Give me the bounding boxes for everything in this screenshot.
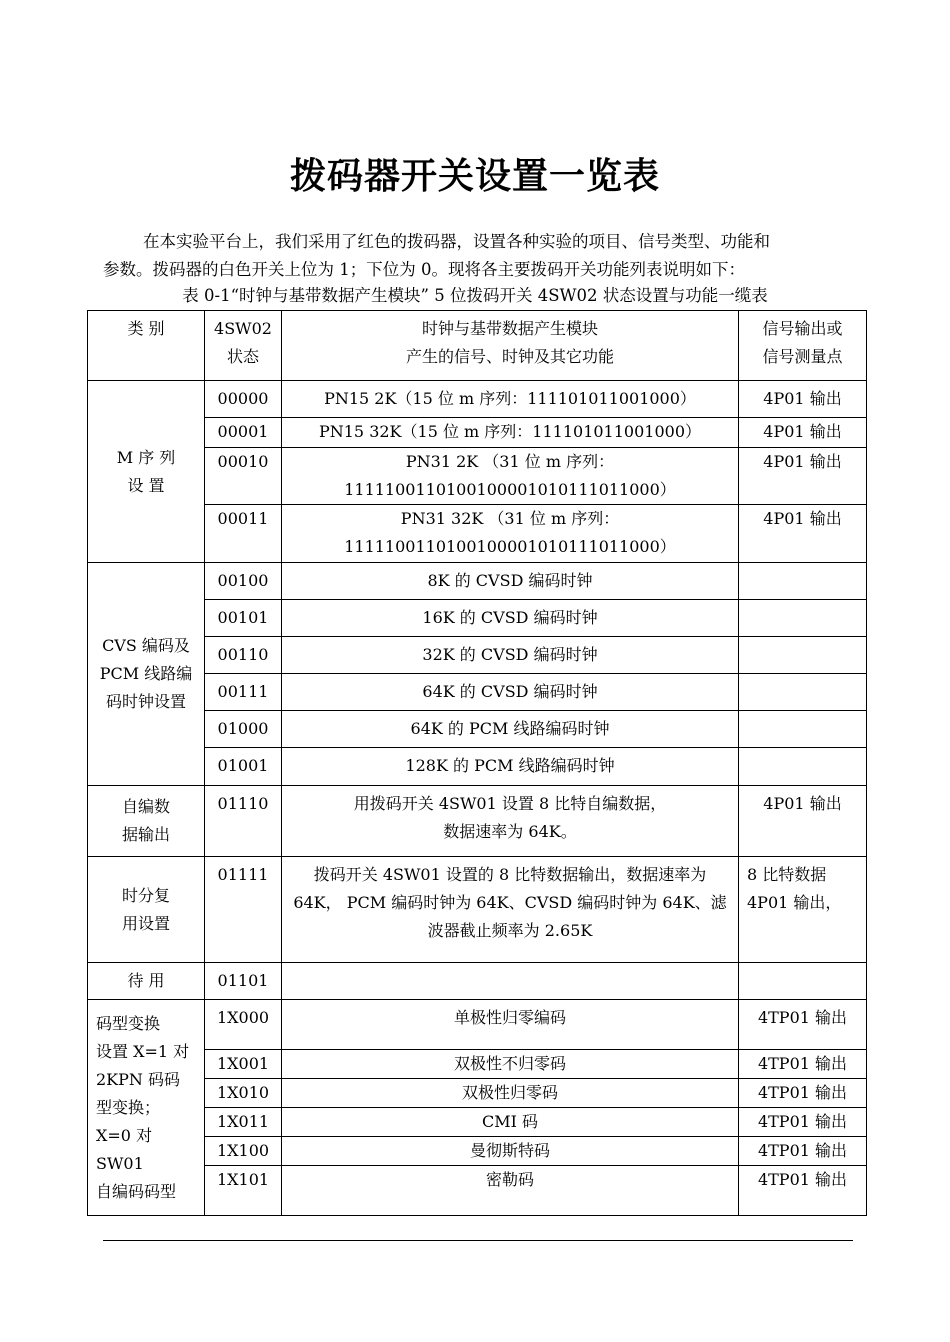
- row-function: PN31 2K （31 位 m 序列： 1111100110100100001010111011000）: [282, 448, 739, 505]
- group-code-conversion: 码型变换 设置 X=1 对 2KPN 码码 型变换； X=0 对 SW01 自编码码型: [88, 1000, 205, 1216]
- row-output: 4P01 输出: [739, 448, 867, 505]
- group-self-data: 自编数 据输出: [88, 786, 205, 857]
- row-code: 01101: [205, 963, 282, 1000]
- row-output: [739, 711, 867, 748]
- table-row: [88, 963, 867, 1000]
- row-output: [739, 600, 867, 637]
- row-output: 4TP01 输出: [739, 1000, 867, 1050]
- header-function: 时钟与基带数据产生模块 产生的信号、时钟及其它功能: [282, 311, 739, 381]
- row-function: 单极性归零编码: [282, 1000, 739, 1050]
- group-reserved: 待 用: [88, 963, 205, 1000]
- row-function: 密勒码: [282, 1166, 739, 1216]
- table-row: [88, 381, 867, 418]
- row-function: [282, 963, 739, 1000]
- header-state: 4SW02 状态: [205, 311, 282, 381]
- row-code: 1X100: [205, 1137, 282, 1166]
- table-row: [88, 786, 867, 857]
- table-row: [88, 563, 867, 600]
- row-code: 01111: [205, 857, 282, 963]
- footer-rule: [103, 1240, 853, 1241]
- table-row: [88, 448, 867, 505]
- table-row: [88, 1050, 867, 1079]
- row-output: 4TP01 输出: [739, 1137, 867, 1166]
- intro-paragraph: [103, 228, 860, 284]
- row-code: 1X000: [205, 1000, 282, 1050]
- table-row: [88, 674, 867, 711]
- row-code: 1X001: [205, 1050, 282, 1079]
- row-output: 4P01 输出: [739, 381, 867, 418]
- row-code: 00011: [205, 505, 282, 563]
- row-function: PN31 32K （31 位 m 序列： 1111100110100100001010111011000）: [282, 505, 739, 563]
- table-row: [88, 1166, 867, 1216]
- row-code: 01110: [205, 786, 282, 857]
- table-row: [88, 600, 867, 637]
- row-function: 128K 的 PCM 线路编码时钟: [282, 748, 739, 786]
- row-code: 1X101: [205, 1166, 282, 1216]
- header-category: 类 别: [88, 311, 205, 381]
- row-output: 4TP01 输出: [739, 1108, 867, 1137]
- row-output: 4P01 输出: [739, 786, 867, 857]
- row-output: [739, 963, 867, 1000]
- table-row: [88, 1108, 867, 1137]
- row-function: 双极性不归零码: [282, 1050, 739, 1079]
- row-output: 4TP01 输出: [739, 1050, 867, 1079]
- row-output: 8 比特数据 4P01 输出，: [739, 857, 867, 963]
- group-m-sequence: M 序 列 设 置: [88, 381, 205, 563]
- table-caption: 表 0-1“时钟与基带数据产生模块” 5 位拨码开关 4SW02 状态设置与功能一缆表: [182, 286, 768, 305]
- row-function: CMI 码: [282, 1108, 739, 1137]
- row-output: 4P01 输出: [739, 505, 867, 563]
- row-code: 00001: [205, 418, 282, 448]
- row-code: 00100: [205, 563, 282, 600]
- row-function: 16K 的 CVSD 编码时钟: [282, 600, 739, 637]
- table-row: [88, 637, 867, 674]
- row-code: 01000: [205, 711, 282, 748]
- row-code: 00010: [205, 448, 282, 505]
- row-function: 64K 的 CVSD 编码时钟: [282, 674, 739, 711]
- row-code: 1X011: [205, 1108, 282, 1137]
- table-row: [88, 748, 867, 786]
- group-tdm: 时分复 用设置: [88, 857, 205, 963]
- row-function: 曼彻斯特码: [282, 1137, 739, 1166]
- switch-settings-table: [87, 310, 867, 1216]
- group-cvsd-pcm: CVS 编码及 PCM 线路编 码时钟设置: [88, 563, 205, 786]
- row-output: [739, 637, 867, 674]
- table-row: [88, 1000, 867, 1050]
- row-function: 32K 的 CVSD 编码时钟: [282, 637, 739, 674]
- intro-line-2: 参数。拨码器的白色开关上位为 1；下位为 0。现将各主要拨码开关功能列表说明如下：: [103, 260, 745, 279]
- row-function: 8K 的 CVSD 编码时钟: [282, 563, 739, 600]
- header-output: 信号输出或 信号测量点: [739, 311, 867, 381]
- row-output: [739, 748, 867, 786]
- row-code: 00101: [205, 600, 282, 637]
- row-output: [739, 674, 867, 711]
- row-code: 00000: [205, 381, 282, 418]
- table-header-row: [88, 311, 867, 381]
- row-function: PN15 32K（15 位 m 序列：111101011001000）: [282, 418, 739, 448]
- row-output: 4TP01 输出: [739, 1166, 867, 1216]
- row-output: 4P01 输出: [739, 418, 867, 448]
- intro-line-1: 在本实验平台上，我们采用了红色的拨码器，设置各种实验的项目、信号类型、功能和: [143, 232, 770, 251]
- row-code: 00110: [205, 637, 282, 674]
- row-code: 1X010: [205, 1079, 282, 1108]
- row-function: PN15 2K（15 位 m 序列：111101011001000）: [282, 381, 739, 418]
- table-row: [88, 857, 867, 963]
- table-row: [88, 711, 867, 748]
- row-code: 01001: [205, 748, 282, 786]
- row-function: 拨码开关 4SW01 设置的 8 比特数据输出，数据速率为 64K， PCM 编码时钟为 64K、CVSD 编码时钟为 64K、滤 波器截止频率为 2.65K: [282, 857, 739, 963]
- table-row: [88, 1137, 867, 1166]
- row-output: [739, 563, 867, 600]
- row-function: 用拨码开关 4SW01 设置 8 比特自编数据， 数据速率为 64K。: [282, 786, 739, 857]
- row-function: 64K 的 PCM 线路编码时钟: [282, 711, 739, 748]
- table-row: [88, 1079, 867, 1108]
- row-output: 4TP01 输出: [739, 1079, 867, 1108]
- row-code: 00111: [205, 674, 282, 711]
- page-title: 拨码器开关设置一览表: [289, 156, 660, 197]
- table-row: [88, 418, 867, 448]
- row-function: 双极性归零码: [282, 1079, 739, 1108]
- table-row: [88, 505, 867, 563]
